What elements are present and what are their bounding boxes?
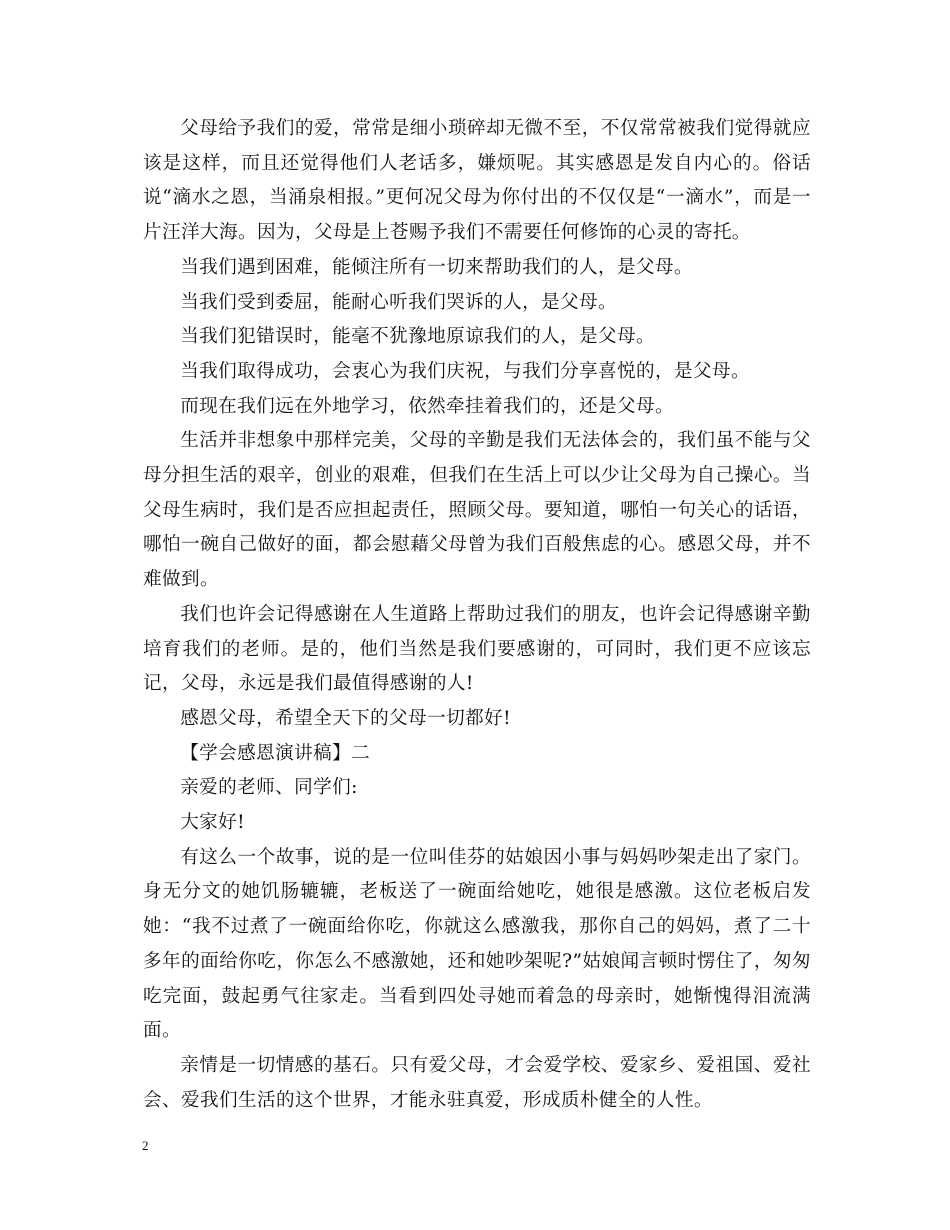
- paragraph: 我们也许会记得感谢在人生道路上帮助过我们的朋友，也许会记得感谢辛勤培育我们的老师。是的，他们当然是我们要感谢的，可同时，我们更不应该忘记，父母，永远是我们最值得感谢的人!: [143, 603, 811, 695]
- salutation: 亲爱的老师、同学们:: [180, 777, 358, 799]
- paragraph: 当我们取得成功，会衷心为我们庆祝，与我们分享喜悦的，是父母。: [180, 360, 751, 382]
- paragraph: 父母给予我们的爱，常常是细小琐碎却无微不至，不仅常常被我们觉得就应该是这样，而且还觉得他们人老话多，嫌烦呢。其实感恩是发自内心的。俗话说“滴水之恩，当涌泉相报。”更何况父母为你付出的不仅仅是“一滴水”，而是一片汪洋大海。因为，父母是上苍赐予我们不需要任何修饰的心灵的寄托。: [143, 118, 811, 244]
- greeting: 大家好!: [180, 812, 246, 834]
- document-body: [143, 112, 811, 1118]
- page-number: 2: [142, 1138, 149, 1153]
- paragraph: 生活并非想象中那样完美，父母的辛勤是我们无法体会的，我们虽不能与父母分担生活的艰辛，创业的艰难，但我们在生活上可以少让父母为自己操心。当父母生病时，我们是否应担起责任，照顾父母。要知道，哪怕一句关心的话语，哪怕一碗自己做好的面，都会慰藉父母曾为我们百般焦虑的心。感恩父母，并不难做到。: [143, 430, 811, 591]
- paragraph: 亲情是一切情感的基石。只有爱父母，才会爱学校、爱家乡、爱祖国、爱社会、爱我们生活的这个世界，才能永驻真爱，形成质朴健全的人性。: [143, 1054, 811, 1111]
- paragraph: 当我们受到委屈，能耐心听我们哭诉的人，是父母。: [180, 291, 618, 313]
- paragraph: 有这么一个故事，说的是一位叫佳芬的姑娘因小事与妈妈吵架走出了家门。身无分文的她饥肠辘辘，老板送了一碗面给她吃，她很是感激。这位老板启发她：“我不过煮了一碗面给你吃，你就这么感激我，那你自己的妈妈，煮了二十多年的面给你吃，你怎么不感激她，还和她吵架呢?”姑娘闻言顿时愣住了，匆匆吃完面，鼓起勇气往家走。当看到四处寻她而着急的母亲时，她惭愧得泪流满面。: [143, 846, 811, 1042]
- paragraph: 而现在我们远在外地学习，依然牵挂着我们的，还是父母。: [180, 395, 675, 417]
- paragraph: 当我们遇到困难，能倾注所有一切来帮助我们的人，是父母。: [180, 256, 694, 278]
- paragraph: 当我们犯错误时，能毫不犹豫地原谅我们的人，是父母。: [180, 326, 656, 348]
- section-heading: 【学会感恩演讲稿】二: [180, 742, 371, 764]
- paragraph: 感恩父母，希望全天下的父母一切都好!: [180, 707, 511, 729]
